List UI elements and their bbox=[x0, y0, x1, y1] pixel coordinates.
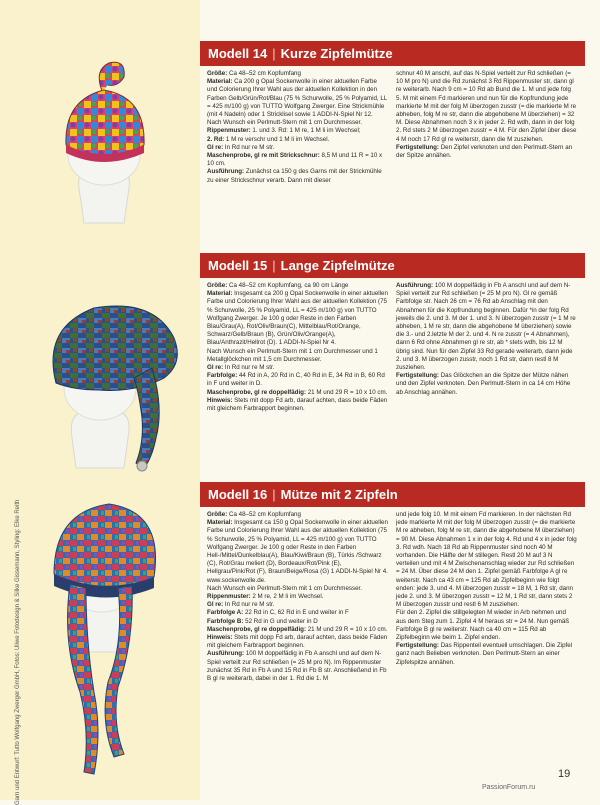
paragraph: Fertigstellung: Den Zipfel verknoten und den Perlmutt-Stern an der Spitze annähen. bbox=[396, 143, 573, 160]
paragraph: Rippenmuster: 2 M re, 2 M li im Wechsel. bbox=[207, 593, 324, 601]
section-header-modell-16 bbox=[200, 482, 585, 507]
page-number: 19 bbox=[558, 768, 571, 780]
paragraph: Nach Wunsch ein Perlmutt-Stern mit 1 cm Durchmesser. bbox=[207, 584, 362, 592]
paragraph: Größe: Ca 48–52 cm Kopfumfang, ca 90 cm Länge bbox=[207, 282, 349, 289]
model-title: Kurze Zipfelmütze bbox=[280, 46, 393, 61]
paragraph: Material: Insgesamt ca 200 g Opal Sockenwolle in einer aktuellen Farbe und Colorierung Ihrer Wahl aus der aktuellen Kollektion (75 % Schurwolle, 25 % Polyamid, LL = 425 m/100 g) von TUTTO Wolfgang Zwerger. Je 100 g oder Reste in den Farben Blau/Grau(A), Rot/Oliv/Braun(C), Mittelblau/Rot/Orange, Schwarz/Gelb/Braun (B), Grün/Oliv/Orange(A), Blau/Anthrazit/Hellrot (D). 1 ADDI-N-Spiel Nr 4. bbox=[207, 290, 388, 347]
text-column-right bbox=[396, 70, 577, 185]
paragraph: Gl re: In Rd nur re M str. bbox=[207, 601, 275, 609]
text-column-left bbox=[207, 511, 388, 683]
paragraph: Fertigstellung: Das Rippenteil eventuell umschlagen. Die Zipfel ganz nach Belieben verknoten. Den Perlmutt-Stern an einer Zipfelspitze annähen. bbox=[396, 642, 573, 666]
paragraph: Maschenprobe, gl re doppelfädig: 21 M und 29 R = 10 x 10 cm. bbox=[207, 388, 388, 396]
side-credit: Garn und Entwurf: Tutto Wolfgang Zwerger GmbH, Fotos: Uliwe Fotodesign & Silke Gissemann, Styling: Elke Reith bbox=[15, 499, 21, 805]
photo-short-hat bbox=[14, 45, 194, 225]
title-separator: | bbox=[272, 258, 276, 273]
paragraph: Farbfolge A: 22 Rd in C, 62 Rd in E und weiter in F bbox=[207, 609, 349, 617]
watermark: PassionForum.ru bbox=[482, 784, 536, 791]
paragraph: Fertigstellung: Das Glöckchen an die Spitze der Mütze nähen und den Zipfel verknoten. Den Perlmutt-Stern in ca 14 cm Höhe ab Anschlag annähen. bbox=[396, 372, 571, 396]
model-title: Lange Zipfelmütze bbox=[280, 258, 395, 273]
paragraph: www.sockenwolle.de. bbox=[207, 576, 266, 584]
paragraph: und jede folg 10. M mit einem Fd markieren. In der nächsten Rd jede markierte M mit der folg M überzogen zusstr (= die markierte M re abheben, folg M re str, dann die abgehobene M überziehen) = 90 M. Diese Abnahmen 1 x in der folg 4. Rd und 4 x in jeder folg 3. Rd wdh. Nach 18 Rd ab Rippenmuster sind noch 40 M vorhanden. Die Hälfte der M stillegen. Restl 20 M auf 3 N verteilen und mit 4 M Zwischenanschlag wieder zur Rd schließen = 24 M. Über diese 24 M den 1. Zipfel gemäß Farbfolge A gl re weiterstr. Nach ca 43 cm = 125 Rd ab Zipfelbeginn wie folgt enden: jede 3. und 4. M überzogen zusstr = 18 M, 1 Rd str, dann jede 2. und 3. M überzogen zusstr = 12 M, 1 Rd str, dann stets 2 M überzogen zusstr und restl 6 M zusziehen. bbox=[396, 511, 577, 609]
paragraph: Ausführung: 100 M doppelfädig in Fb A anschl und auf dem N-Spiel verteilt zur Rd schließen (= 25 M pro N). Gl re gemäß Farbfolge str. Nach 26 cm = 76 Rd ab Anschlag mit den Abnahmen für die Kopfrundung beginnen. Dafür *in der folg Rd jeweils die 2. und 3. M der 1. und 3. N überzogen zusstr (= 1 M re abheben, 1 M re str, dann die abgehobene M überziehen) sowie die 3.- und 2.letzte M der 2. und 4. N re zusstr (= 4 Abnahmen), dann 6 Rd ohne Abnahmen gl re str, ab * stets wdh, bis 12 M übrig sind. Nun für den Zipfel 33 Rd gerade weiterarb, dann jede 2. und 3. M überzogen zusstr, noch 1 Rd str, dann restl 8 M zusziehen. bbox=[396, 282, 576, 372]
section-body-modell-14 bbox=[207, 70, 577, 185]
section-header-modell-15 bbox=[200, 253, 585, 278]
paragraph: Hinweis: Stets mit dopp Fd arb, darauf achten, dass beide Fäden mit gleichem Farbrapport beginnen. bbox=[207, 634, 388, 650]
title-separator: | bbox=[272, 487, 276, 502]
paragraph: 2. Rd: 1 M re verschr und 1 M li im Wechsel. bbox=[207, 135, 330, 143]
model-title: Mütze mit 2 Zipfeln bbox=[280, 487, 398, 502]
section-body-modell-15 bbox=[207, 282, 577, 413]
model-number: Modell 16 bbox=[208, 487, 268, 502]
paragraph: Material: Ca 200 g Opal Sockenwolle in einer aktuellen Farbe und Colorierung Ihrer Wahl aus der aktuellen Kollektion in den Farben Gelb/Grün/Rot/Blau (75 % Schurwolle, 25 % Polyamid, LL = 425 m/100 g) von TUTTO Wolfgang Zwerger. Eine Strickmühle (mit 4 Nadeln) oder 1 Stricklisel sowie 1 ADDI-N-Spiel Nr 12. bbox=[207, 78, 387, 119]
paragraph: Rippenmuster: 1. und 3. Rd: 1 M re, 1 M li im Wechsel; bbox=[207, 127, 361, 135]
paragraph: Farbfolge B: 52 Rd in G und weiter in D bbox=[207, 617, 318, 625]
paragraph: Größe: Ca 48–52 cm Kopfumfang bbox=[207, 511, 301, 518]
paragraph: schnur 40 M anschl, auf das N-Spiel verteilt zur Rd schließen (= 10 M pro N) und die Rd zunächst 3 Rd Rippenmuster str, dann gl re weiterarb. Nach 9 cm = 10 Rd ab Bund die 1. M und jede folg 5. M mit einem Fd markieren und nun für die Kopfrundung jede markierte M mit der folg M überzogen zusstr (= die markierte M re abheben, folg M re str, dann die abgehobene M überziehen) = 32 M. Diese Abnahmen noch 3 x in jeder 2. Rd wdh, dann in der folg 2. Rd stets 2 M überzogen zusstr = 4 M. Für den Zipfel über diese 4 M noch 17 Rd gl re weiterstr, dann die M zusziehen. bbox=[396, 70, 577, 143]
section-body-modell-16 bbox=[207, 511, 577, 683]
paragraph: Gl re: In Rd nur re M str. bbox=[207, 364, 275, 372]
paragraph: Für den 2. Zipfel die stillgelegten M wieder in Arb nehmen und aus dem Steg zum 1. Zipfel 4 M heraus str = 24 M. Nun gemäß Farbfolge B gl re weiterstr. Nach ca 40 cm = 115 Rd ab Zipfelbeginn wie beim 1. Zipfel enden. bbox=[396, 609, 570, 642]
text-column-right bbox=[396, 282, 577, 413]
model-number: Modell 14 bbox=[208, 46, 268, 61]
paragraph: Nach Wunsch ein Perlmutt-Stern mit 1 cm Durchmesser. bbox=[207, 119, 362, 127]
paragraph: Farbfolge: 44 Rd in A, 20 Rd in C, 40 Rd in E, 34 Rd in B, 60 Rd in F und weiter in D. bbox=[207, 372, 385, 388]
paragraph: Hinweis: Stets mit dopp Fd arb, darauf achten, dass beide Fäden mit gleichem Farbrapport beginnen. bbox=[207, 396, 388, 413]
photo-two-point-hat bbox=[14, 492, 194, 792]
photo-long-hat bbox=[14, 268, 194, 473]
title-separator: | bbox=[272, 46, 276, 61]
paragraph: Ausführung: Zunächst ca 150 g des Garns mit der Strickmühle zu einer Strickschnur verarb. Dann mit dieser bbox=[207, 168, 382, 184]
section-header-modell-14 bbox=[200, 41, 585, 66]
paragraph: Größe: Ca 48–52 cm Kopfumfang bbox=[207, 70, 301, 77]
text-column-left bbox=[207, 70, 388, 185]
paragraph: Gl re: In Rd nur re M str. bbox=[207, 143, 275, 151]
paragraph: Ausführung: 100 M doppelfädig in Fb A anschl und auf dem N-Spiel verteilt zur Rd schließen (= 25 M pro N). Im Rippenmuster zunächst 35 Rd in Fb A und 15 Rd in Fb B str. Anschließend in Fb B gl re weiterarb, dabei in der 1. Rd die 1. M bbox=[207, 650, 387, 683]
text-column-left bbox=[207, 282, 388, 413]
paragraph: Nach Wunsch ein Perlmutt-Stern mit 1 cm Durchmesser und 1 Metallglöckchen mit 1,5 cm Durchmesser. bbox=[207, 347, 378, 363]
paragraph: Maschenprobe, gl re doppelfädig: 21 M und 29 R = 10 x 10 cm. bbox=[207, 625, 388, 633]
text-column-right bbox=[396, 511, 577, 683]
model-number: Modell 15 bbox=[208, 258, 268, 273]
paragraph: Material: Insgesamt ca 150 g Opal Sockenwolle in einer aktuellen Farbe und Colorierung Ihrer Wahl aus der aktuellen Kollektion (75 % Schurwolle, 25 % Polyamid, LL = 425 m/100 g) von TUTTO Wolfgang Zwerger. Je 100 g oder Reste in den Farben Hell-/Mittel/Dunkelblau(A), Blau/Kiwi/Braun (B), Türkis /Schwarz (C), Rot/Grau meliert (D), Bordeaux/Rot/Pink (E), Hellgrau/Pink/Rot (F), Braun/Beige/Rosa (G) 1 ADDI-N-Spiel Nr 4. bbox=[207, 519, 388, 576]
paragraph: Maschenprobe, gl re mit Strickschnur: 8,5 M und 11 R = 10 x 10 cm. bbox=[207, 152, 383, 168]
